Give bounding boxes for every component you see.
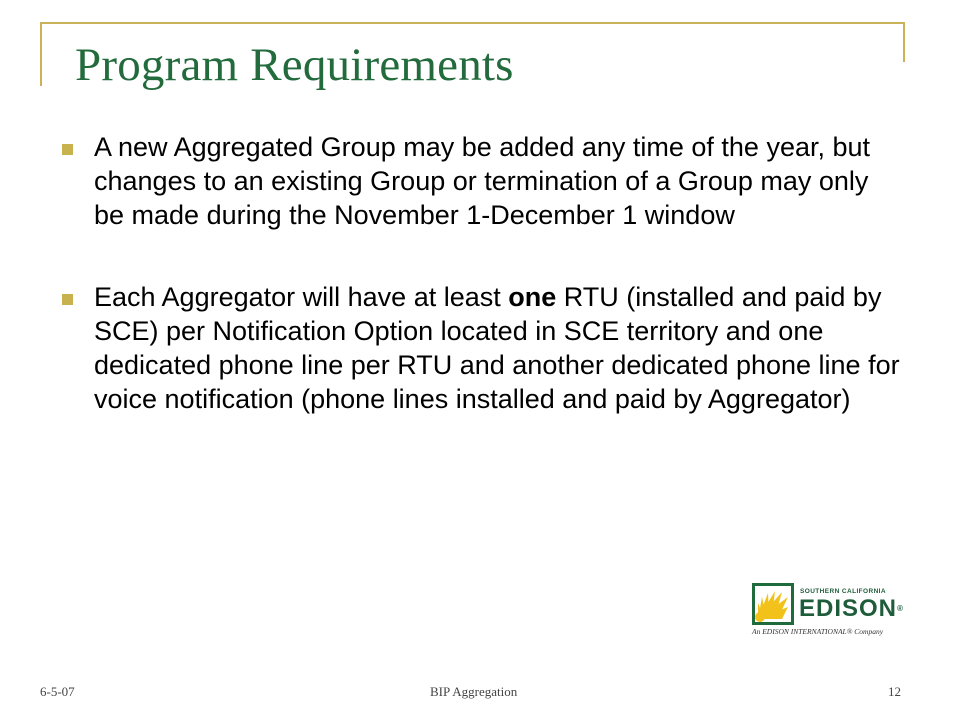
logo-name [799,596,903,622]
square-bullet-icon [62,294,73,305]
bullet-text: A new Aggregated Group may be added any time of the year, but changes to an existing Group or termination of a Group may only be made during the November 1-December 1 window [94,132,871,230]
bullet-item [60,280,900,416]
footer-title: BIP Aggregation [430,684,518,699]
bullet-text-end: RTU (installed and paid by SCE) per Notification Option located in SCE territory and one dedicated phone line per RTU and another dedicated phone line for voice notification (phone lines installed and paid by Aggregator) [94,282,900,414]
footer-date: 6-5-07 [40,684,75,699]
bullet-list [60,130,900,416]
bullet-text-start: Each Aggregator will have at least [94,282,509,312]
bullet-item [60,130,900,232]
logo-top-line: SOUTHERN CALIFORNIA [800,588,886,595]
logo-name-text: EDISON [799,595,898,622]
registered-mark: ® [897,604,903,613]
logo-tagline: An EDISON INTERNATIONAL® Company [752,627,884,636]
frame-right-line [903,22,905,62]
footer-page-number: 12 [888,684,901,699]
edison-logo [752,583,912,643]
sun-logo-icon [752,583,794,625]
slide-title: Program Requirements [75,39,514,91]
frame-left-line [40,22,42,86]
square-bullet-icon [62,144,73,155]
bullet-text-bold: one [508,282,557,312]
frame-top-line [40,22,904,24]
